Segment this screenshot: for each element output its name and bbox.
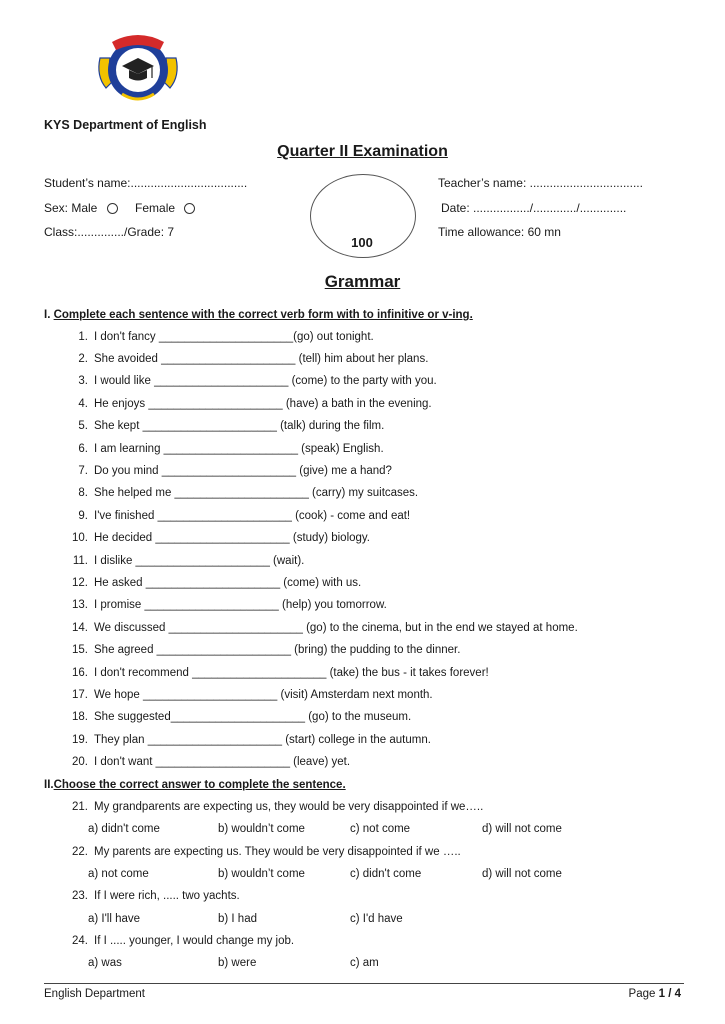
- footer-divider: [44, 983, 684, 984]
- question-number: 20.: [72, 756, 88, 768]
- question-text: If I ..... younger, I would change my job.: [94, 935, 295, 947]
- question-13[interactable]: [66, 599, 387, 611]
- total-score: 100: [351, 235, 373, 250]
- question-text: She avoided _____________________ (tell) him about her plans.: [94, 353, 429, 365]
- question-number: 15.: [72, 644, 88, 656]
- option-b[interactable]: b) wouldn’t come: [218, 868, 305, 880]
- question-number: 18.: [72, 711, 88, 723]
- option-c[interactable]: c) am: [350, 957, 379, 969]
- footer-page-number: [629, 988, 681, 1000]
- teacher-name-field[interactable]: Teacher’s name: ..................................: [438, 176, 643, 190]
- option-b[interactable]: b) wouldn’t come: [218, 823, 305, 835]
- question-text: She suggested_____________________ (go) to the museum.: [94, 711, 412, 723]
- question-23: [66, 890, 240, 902]
- question-text: We hope _____________________ (visit) Amsterdam next month.: [94, 689, 433, 701]
- option-b[interactable]: b) I had: [218, 913, 257, 925]
- question-21: [66, 801, 483, 813]
- question-number: 12.: [72, 577, 88, 589]
- question-number: 6.: [78, 443, 88, 455]
- question-number: 22.: [72, 846, 88, 858]
- question-10[interactable]: [66, 532, 370, 544]
- footer-department: English Department: [44, 988, 145, 1000]
- question-number: 10.: [72, 532, 88, 544]
- question-20[interactable]: [66, 756, 350, 768]
- question-text: I don't fancy _____________________(go) out tonight.: [94, 331, 374, 343]
- option-c[interactable]: c) I'd have: [350, 913, 403, 925]
- question-19[interactable]: [66, 734, 431, 746]
- question-text: He decided _____________________ (study) biology.: [94, 532, 371, 544]
- question-text: I would like _____________________ (come) to the party with you.: [94, 375, 437, 387]
- question-17[interactable]: [66, 689, 433, 701]
- question-text: I don't want _____________________ (leave) yet.: [94, 756, 351, 768]
- question-number: 23.: [72, 890, 88, 902]
- question-9[interactable]: [66, 510, 410, 522]
- department-name: KYS Department of English: [44, 118, 207, 132]
- question-text: I don't recommend _____________________ (take) the bus - it takes forever!: [94, 667, 489, 679]
- question-number: 13.: [72, 599, 88, 611]
- option-d[interactable]: d) will not come: [482, 868, 562, 880]
- female-radio[interactable]: [184, 203, 195, 214]
- question-text: I promise _____________________ (help) you tomorrow.: [94, 599, 387, 611]
- question-4[interactable]: [66, 398, 432, 410]
- question-text: She agreed _____________________ (bring) the pudding to the dinner.: [94, 644, 461, 656]
- question-number: 16.: [72, 667, 88, 679]
- question-22: [66, 846, 461, 858]
- question-number: 1.: [78, 331, 88, 343]
- page-label: Page: [628, 988, 656, 1000]
- school-logo-icon: [92, 28, 184, 108]
- question-number: 2.: [78, 353, 88, 365]
- sex-male-label: Sex: Male: [44, 201, 98, 215]
- question-text: My parents are expecting us. They would be very disappointed if we …..: [94, 846, 461, 858]
- class-grade-field[interactable]: Class:............../Grade: 7: [44, 225, 175, 239]
- question-text: She helped me _____________________ (carry) my suitcases.: [94, 487, 419, 499]
- question-3[interactable]: [66, 375, 437, 387]
- question-8[interactable]: [66, 487, 418, 499]
- question-text: They plan _____________________ (start) college in the autumn.: [94, 734, 431, 746]
- question-number: 5.: [78, 420, 88, 432]
- option-a[interactable]: a) didn't come: [88, 823, 160, 835]
- question-6[interactable]: [66, 443, 384, 455]
- page-count: 1 / 4: [658, 988, 681, 1000]
- question-12[interactable]: [66, 577, 361, 589]
- question-number: 24.: [72, 935, 88, 947]
- option-a[interactable]: a) I'll have: [88, 913, 141, 925]
- time-allowance: Time allowance: 60 mn: [438, 225, 561, 239]
- question-24: [66, 935, 294, 947]
- date-field[interactable]: Date: ................./............./..............: [441, 201, 627, 215]
- question-1[interactable]: [66, 331, 374, 343]
- part1-instruction-text: Complete each sentence with the correct verb form with to infinitive or v-ing.: [53, 309, 473, 321]
- part2-numeral: II.: [44, 779, 54, 791]
- sex-row: [44, 201, 209, 215]
- question-number: 11.: [72, 555, 88, 567]
- question-text: My grandparents are expecting us, they would be very disappointed if we…..: [94, 801, 484, 813]
- question-number: 9.: [78, 510, 88, 522]
- option-c[interactable]: c) didn't come: [350, 868, 422, 880]
- section-title-grammar: Grammar: [324, 272, 401, 291]
- option-b[interactable]: b) were: [218, 957, 257, 969]
- sex-female-label: Female: [135, 201, 176, 215]
- exam-title: Quarter II Examination: [277, 143, 448, 160]
- male-radio[interactable]: [107, 203, 118, 214]
- option-a[interactable]: a) was: [88, 957, 122, 969]
- option-d[interactable]: d) will not come: [482, 823, 562, 835]
- question-text: I dislike _____________________ (wait).: [94, 555, 305, 567]
- question-18[interactable]: [66, 711, 411, 723]
- question-14[interactable]: [66, 622, 578, 634]
- part2-instruction-text: Choose the correct answer to complete the sentence.: [53, 779, 346, 791]
- question-number: 21.: [72, 801, 88, 813]
- part1-instruction: [44, 309, 473, 321]
- question-7[interactable]: [66, 465, 392, 477]
- question-2[interactable]: [66, 353, 428, 365]
- question-text: He asked _____________________ (come) with us.: [94, 577, 362, 589]
- student-name-field[interactable]: Student’s name:...................................: [44, 176, 248, 190]
- question-text: If I were rich, ..... two yachts.: [94, 890, 240, 902]
- part2-instruction: [44, 779, 346, 791]
- question-text: We discussed _____________________ (go) to the cinema, but in the end we stayed at home.: [94, 622, 578, 634]
- question-number: 19.: [72, 734, 88, 746]
- question-number: 14.: [72, 622, 88, 634]
- question-text: Do you mind _____________________ (give) me a hand?: [94, 465, 392, 477]
- part1-numeral: I.: [44, 309, 51, 321]
- question-number: 4.: [78, 398, 88, 410]
- question-text: I've finished _____________________ (cook) - come and eat!: [94, 510, 411, 522]
- question-11[interactable]: [66, 555, 304, 567]
- question-number: 3.: [78, 375, 88, 387]
- option-a[interactable]: a) not come: [88, 868, 149, 880]
- question-number: 8.: [78, 487, 88, 499]
- question-number: 7.: [78, 465, 88, 477]
- question-5[interactable]: [66, 420, 384, 432]
- question-16[interactable]: [66, 667, 489, 679]
- question-15[interactable]: [66, 644, 460, 656]
- question-text: I am learning _____________________ (speak) English.: [94, 443, 384, 455]
- question-text: She kept _____________________ (talk) during the film.: [94, 420, 385, 432]
- question-text: He enjoys _____________________ (have) a bath in the evening.: [94, 398, 432, 410]
- question-number: 17.: [72, 689, 88, 701]
- option-c[interactable]: c) not come: [350, 823, 411, 835]
